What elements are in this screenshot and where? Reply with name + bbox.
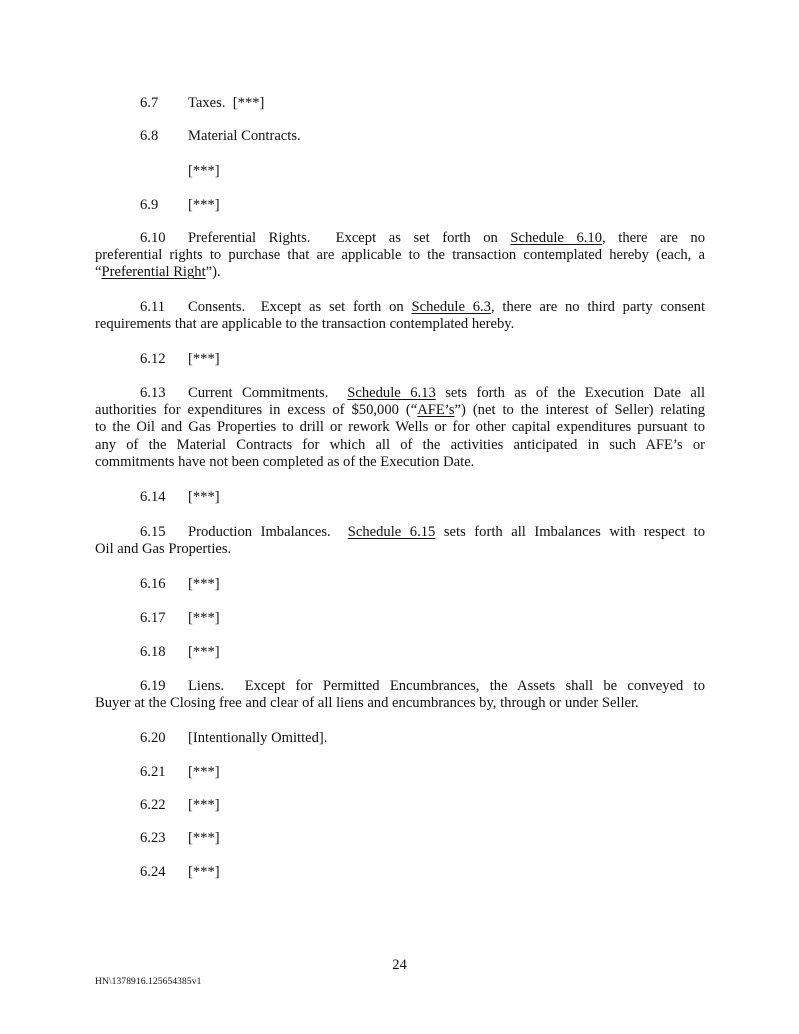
section-number: 6.20 bbox=[140, 730, 166, 746]
section-number: 6.14 bbox=[140, 489, 166, 505]
section-6-11 bbox=[95, 299, 705, 333]
quote-mark: ”). bbox=[205, 264, 221, 281]
section-text: , there are no third party consent bbox=[490, 299, 705, 315]
section-6-12 bbox=[95, 351, 705, 368]
section-title: Consents. bbox=[188, 299, 246, 315]
section-6-13 bbox=[95, 385, 705, 471]
document-id: HN\1378916.125654385v1 bbox=[95, 977, 202, 987]
section-number: 6.10 bbox=[140, 230, 166, 246]
defined-term: AFE’s bbox=[417, 402, 455, 419]
section-6-15 bbox=[95, 524, 705, 558]
section-line: Buyer at the Closing free and clear of all liens and encumbrances by, through or under Seller. bbox=[95, 695, 639, 712]
section-line: Oil and Gas Properties. bbox=[95, 541, 232, 558]
section-text: , there are no bbox=[602, 230, 706, 246]
section-number: 6.22 bbox=[140, 797, 166, 813]
section-number: 6.13 bbox=[140, 385, 166, 401]
redacted-text: [***] bbox=[188, 610, 220, 626]
redacted-text: [***] bbox=[188, 489, 220, 505]
page-number: 24 bbox=[392, 957, 407, 973]
section-line: preferential rights to purchase that are applicable to the transaction contemplated hereby (each, a bbox=[95, 247, 705, 264]
section-text: Except for Permitted Encumbrances, the Assets shall be conveyed to bbox=[244, 678, 705, 694]
section-text: sets forth all Imbalances with respect to bbox=[435, 524, 706, 540]
redacted-text: [***] bbox=[188, 764, 220, 780]
section-6-18 bbox=[95, 644, 705, 661]
section-6-10 bbox=[95, 230, 705, 282]
section-number: 6.7 bbox=[140, 95, 159, 111]
section-6-24 bbox=[95, 864, 705, 881]
section-number: 6.23 bbox=[140, 830, 166, 846]
section-line: any of the Material Contracts for which all of the activities anticipated in such AFE’s or bbox=[95, 436, 705, 453]
section-text: Except as set forth on bbox=[260, 299, 412, 315]
section-6-8-redacted: [***] bbox=[188, 163, 220, 179]
schedule-reference: Schedule 6.3 bbox=[411, 299, 491, 315]
section-line bbox=[95, 264, 705, 281]
section-6-16 bbox=[95, 576, 705, 593]
section-text: authorities for expenditures in excess of $50,000 (“ bbox=[95, 402, 418, 419]
schedule-reference: Schedule 6.10 bbox=[510, 230, 603, 246]
redacted-text: [***] bbox=[188, 351, 220, 367]
section-number: 6.18 bbox=[140, 644, 166, 660]
redacted-text: [***] bbox=[188, 197, 220, 213]
section-6-7 bbox=[95, 95, 705, 112]
redacted-text: [***] bbox=[188, 797, 220, 813]
section-line: requirements that are applicable to the transaction contemplated hereby. bbox=[95, 316, 515, 333]
section-6-21 bbox=[95, 764, 705, 781]
section-6-19 bbox=[95, 678, 705, 712]
section-title: Taxes. bbox=[188, 95, 226, 111]
section-text: Except as set forth on bbox=[335, 230, 511, 246]
section-number: 6.9 bbox=[140, 197, 159, 213]
section-6-14 bbox=[95, 489, 705, 506]
section-6-8 bbox=[95, 128, 705, 145]
section-number: 6.17 bbox=[140, 610, 166, 626]
section-number: 6.15 bbox=[140, 524, 166, 540]
section-number: 6.11 bbox=[140, 299, 165, 315]
section-number: 6.12 bbox=[140, 351, 166, 367]
section-title: Material Contracts. bbox=[188, 128, 301, 144]
section-number: 6.19 bbox=[140, 678, 166, 694]
section-title: Current Commitments. bbox=[188, 385, 329, 401]
section-title: Preferential Rights. bbox=[188, 230, 311, 246]
section-number: 6.21 bbox=[140, 764, 166, 780]
section-text: ”) (net to the interest of Seller) relating bbox=[454, 402, 705, 419]
section-number: 6.8 bbox=[140, 128, 159, 144]
section-title: Production Imbalances. bbox=[188, 524, 331, 540]
redacted-text: [***] bbox=[188, 830, 220, 846]
section-line: to the Oil and Gas Properties to drill or rework Wells or for other capital expenditures pursuant to bbox=[95, 419, 705, 436]
defined-term: Preferential Right bbox=[101, 264, 206, 281]
schedule-reference: Schedule 6.13 bbox=[347, 385, 436, 401]
section-line: commitments have not been completed as of the Execution Date. bbox=[95, 453, 475, 470]
section-6-17 bbox=[95, 610, 705, 627]
redacted-text: [***] bbox=[232, 95, 265, 111]
section-6-20 bbox=[95, 730, 705, 747]
quote-mark: “ bbox=[95, 264, 102, 281]
section-line bbox=[95, 402, 705, 419]
section-text: sets forth as of the Execution Date all bbox=[435, 385, 705, 401]
section-6-23 bbox=[95, 830, 705, 847]
section-title: Liens. bbox=[188, 678, 225, 694]
schedule-reference: Schedule 6.15 bbox=[347, 524, 436, 540]
section-number: 6.16 bbox=[140, 576, 166, 592]
section-text: [Intentionally Omitted]. bbox=[188, 730, 328, 746]
redacted-text: [***] bbox=[188, 576, 220, 592]
section-6-9 bbox=[95, 197, 705, 214]
section-number: 6.24 bbox=[140, 864, 166, 880]
redacted-text: [***] bbox=[188, 644, 220, 660]
redacted-text: [***] bbox=[188, 864, 220, 880]
section-6-22 bbox=[95, 797, 705, 814]
